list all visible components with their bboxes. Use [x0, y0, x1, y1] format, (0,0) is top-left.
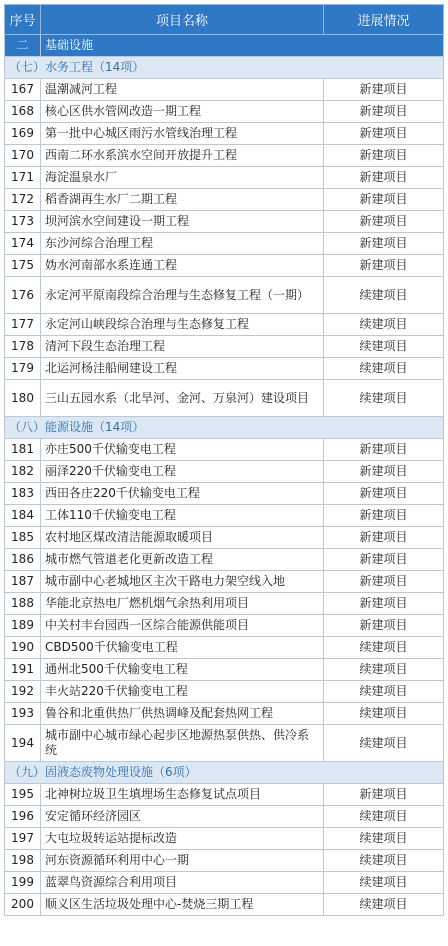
- header-row: [5, 5, 444, 35]
- progress-status: 新建项目: [324, 483, 444, 505]
- progress-status: 续建项目: [324, 828, 444, 850]
- major-section-row: [5, 35, 444, 57]
- table-row: [5, 461, 444, 483]
- row-number: 168: [5, 101, 41, 123]
- project-table: [4, 4, 444, 916]
- project-name: 西田各庄220千伏输变电工程: [41, 483, 324, 505]
- table-row: [5, 314, 444, 336]
- table-row: [5, 211, 444, 233]
- group-title: （九）固液态废物处理设施（6项）: [5, 762, 444, 784]
- progress-status: 新建项目: [324, 527, 444, 549]
- progress-status: 续建项目: [324, 894, 444, 916]
- progress-status: 续建项目: [324, 380, 444, 417]
- project-name: 海淀温泉水厂: [41, 167, 324, 189]
- progress-status: 续建项目: [324, 659, 444, 681]
- project-name: 第一批中心城区雨污水管线治理工程: [41, 123, 324, 145]
- table-row: [5, 725, 444, 762]
- progress-status: 续建项目: [324, 336, 444, 358]
- row-number: 182: [5, 461, 41, 483]
- row-number: 172: [5, 189, 41, 211]
- row-number: 177: [5, 314, 41, 336]
- table-row: [5, 101, 444, 123]
- row-number: 199: [5, 872, 41, 894]
- row-number: 200: [5, 894, 41, 916]
- row-number: 170: [5, 145, 41, 167]
- group-header-row: [5, 762, 444, 784]
- project-name: 永定河山峡段综合治理与生态修复工程: [41, 314, 324, 336]
- project-name: 工体110千伏输变电工程: [41, 505, 324, 527]
- table-row: [5, 571, 444, 593]
- row-number: 171: [5, 167, 41, 189]
- group-title: （八）能源设施（14项）: [5, 417, 444, 439]
- project-name: 核心区供水管网改造一期工程: [41, 101, 324, 123]
- progress-status: 新建项目: [324, 571, 444, 593]
- header-name: 项目名称: [41, 5, 324, 35]
- progress-status: 新建项目: [324, 255, 444, 277]
- table-row: [5, 358, 444, 380]
- table-row: [5, 483, 444, 505]
- project-name: 城市燃气管道老化更新改造工程: [41, 549, 324, 571]
- group-header-row: [5, 417, 444, 439]
- row-number: 185: [5, 527, 41, 549]
- project-name: CBD500千伏输变电工程: [41, 637, 324, 659]
- progress-status: 新建项目: [324, 549, 444, 571]
- table-row: [5, 189, 444, 211]
- table-row: [5, 659, 444, 681]
- row-number: 191: [5, 659, 41, 681]
- table-row: [5, 336, 444, 358]
- progress-status: 新建项目: [324, 211, 444, 233]
- table-row: [5, 549, 444, 571]
- progress-status: 续建项目: [324, 358, 444, 380]
- table-row: [5, 255, 444, 277]
- row-number: 176: [5, 277, 41, 314]
- table-row: [5, 850, 444, 872]
- row-number: 178: [5, 336, 41, 358]
- table-row: [5, 615, 444, 637]
- table-row: [5, 703, 444, 725]
- table-row: [5, 527, 444, 549]
- project-name: 大屯垃圾转运站提标改造: [41, 828, 324, 850]
- progress-status: 新建项目: [324, 79, 444, 101]
- progress-status: 新建项目: [324, 145, 444, 167]
- progress-status: 新建项目: [324, 233, 444, 255]
- project-name: 丽泽220千伏输变电工程: [41, 461, 324, 483]
- table-row: [5, 828, 444, 850]
- table-row: [5, 806, 444, 828]
- project-name: 城市副中心城市绿心起步区地源热泵供热、供冷系统: [41, 725, 324, 762]
- row-number: 173: [5, 211, 41, 233]
- project-name: 东沙河综合治理工程: [41, 233, 324, 255]
- row-number: 187: [5, 571, 41, 593]
- major-section-no: 二: [5, 35, 41, 57]
- project-table-container: [4, 4, 443, 916]
- table-row: [5, 593, 444, 615]
- table-body: [5, 35, 444, 916]
- project-name: 丰火站220千伏输变电工程: [41, 681, 324, 703]
- progress-status: 新建项目: [324, 615, 444, 637]
- progress-status: 新建项目: [324, 505, 444, 527]
- project-name: 顺义区生活垃圾处理中心-焚烧三期工程: [41, 894, 324, 916]
- progress-status: 新建项目: [324, 784, 444, 806]
- progress-status: 续建项目: [324, 703, 444, 725]
- table-row: [5, 637, 444, 659]
- table-row: [5, 233, 444, 255]
- project-name: 蓝翠鸟资源综合利用项目: [41, 872, 324, 894]
- progress-status: 续建项目: [324, 725, 444, 762]
- table-row: [5, 79, 444, 101]
- table-row: [5, 894, 444, 916]
- row-number: 183: [5, 483, 41, 505]
- progress-status: 续建项目: [324, 637, 444, 659]
- project-name: 安定循环经济园区: [41, 806, 324, 828]
- group-header-row: [5, 57, 444, 79]
- table-row: [5, 784, 444, 806]
- row-number: 186: [5, 549, 41, 571]
- table-row: [5, 145, 444, 167]
- progress-status: 新建项目: [324, 189, 444, 211]
- row-number: 174: [5, 233, 41, 255]
- row-number: 197: [5, 828, 41, 850]
- table-row: [5, 505, 444, 527]
- row-number: 181: [5, 439, 41, 461]
- table-row: [5, 167, 444, 189]
- row-number: 179: [5, 358, 41, 380]
- project-name: 河东资源循环利用中心一期: [41, 850, 324, 872]
- row-number: 189: [5, 615, 41, 637]
- project-name: 温潮减河工程: [41, 79, 324, 101]
- progress-status: 续建项目: [324, 872, 444, 894]
- header-no: 序号: [5, 5, 41, 35]
- progress-status: 新建项目: [324, 123, 444, 145]
- project-name: 坝河滨水空间建设一期工程: [41, 211, 324, 233]
- project-name: 稻香湖再生水厂二期工程: [41, 189, 324, 211]
- row-number: 167: [5, 79, 41, 101]
- group-title: （七）水务工程（14项）: [5, 57, 444, 79]
- row-number: 196: [5, 806, 41, 828]
- table-row: [5, 681, 444, 703]
- progress-status: 续建项目: [324, 277, 444, 314]
- project-name: 城市副中心老城地区主次干路电力架空线入地: [41, 571, 324, 593]
- progress-status: 新建项目: [324, 461, 444, 483]
- project-name: 清河下段生态治理工程: [41, 336, 324, 358]
- project-name: 中关村丰台园西一区综合能源供能项目: [41, 615, 324, 637]
- table-row: [5, 277, 444, 314]
- row-number: 192: [5, 681, 41, 703]
- row-number: 180: [5, 380, 41, 417]
- project-name: 通州北500千伏输变电工程: [41, 659, 324, 681]
- row-number: 175: [5, 255, 41, 277]
- table-row: [5, 439, 444, 461]
- row-number: 190: [5, 637, 41, 659]
- project-name: 西南二环水系滨水空间开放提升工程: [41, 145, 324, 167]
- progress-status: 续建项目: [324, 314, 444, 336]
- progress-status: 新建项目: [324, 101, 444, 123]
- table-row: [5, 123, 444, 145]
- row-number: 169: [5, 123, 41, 145]
- project-name: 永定河平原南段综合治理与生态修复工程（一期）: [41, 277, 324, 314]
- major-section-title: 基础设施: [41, 35, 444, 57]
- progress-status: 续建项目: [324, 806, 444, 828]
- header-status: 进展情况: [324, 5, 444, 35]
- row-number: 194: [5, 725, 41, 762]
- progress-status: 续建项目: [324, 850, 444, 872]
- row-number: 193: [5, 703, 41, 725]
- project-name: 农村地区煤改清洁能源取暖项目: [41, 527, 324, 549]
- project-name: 亦庄500千伏输变电工程: [41, 439, 324, 461]
- row-number: 184: [5, 505, 41, 527]
- progress-status: 新建项目: [324, 167, 444, 189]
- row-number: 188: [5, 593, 41, 615]
- project-name: 妫水河南部水系连通工程: [41, 255, 324, 277]
- project-name: 鲁谷和北重供热厂供热调峰及配套热网工程: [41, 703, 324, 725]
- project-name: 华能北京热电厂燃机烟气余热利用项目: [41, 593, 324, 615]
- project-name: 三山五园水系（北旱河、金河、万泉河）建设项目: [41, 380, 324, 417]
- table-row: [5, 380, 444, 417]
- progress-status: 新建项目: [324, 593, 444, 615]
- row-number: 195: [5, 784, 41, 806]
- project-name: 北运河杨洼船闸建设工程: [41, 358, 324, 380]
- row-number: 198: [5, 850, 41, 872]
- progress-status: 新建项目: [324, 439, 444, 461]
- table-row: [5, 872, 444, 894]
- project-name: 北神树垃圾卫生填埋场生态修复试点项目: [41, 784, 324, 806]
- progress-status: 续建项目: [324, 681, 444, 703]
